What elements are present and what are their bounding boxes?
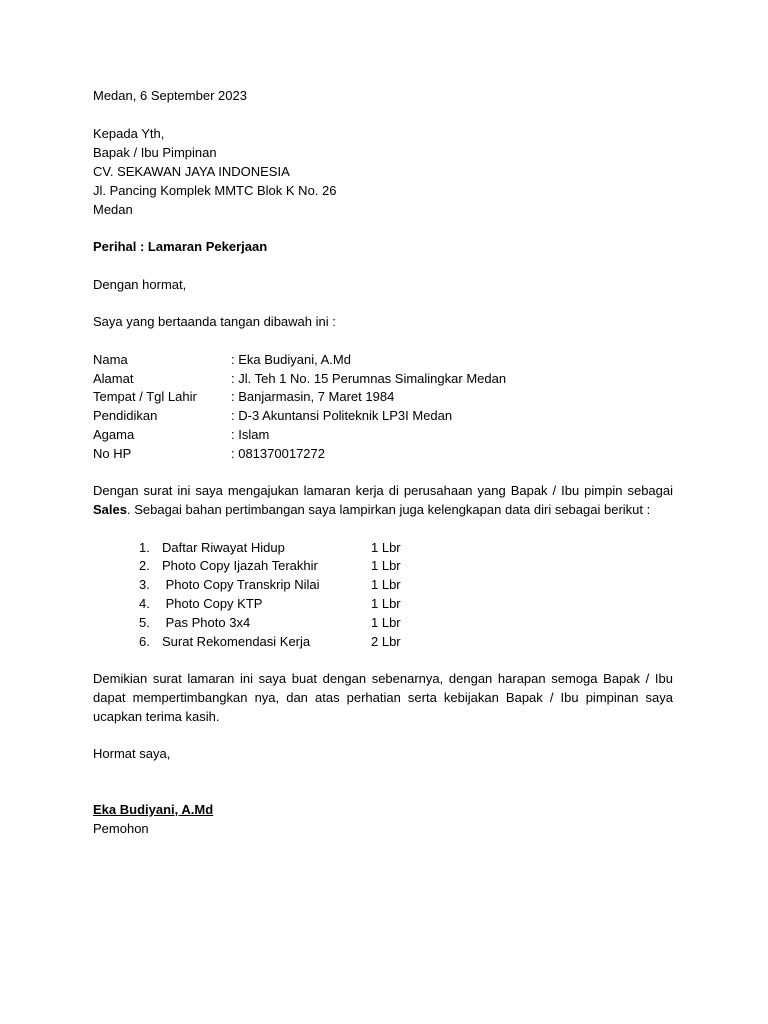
signer-role: Pemohon bbox=[93, 821, 149, 836]
recipient-line-1: Kepada Yth, bbox=[93, 126, 165, 141]
attachment-number: 5. bbox=[139, 615, 150, 630]
body1-line-1: Dengan surat ini saya mengajukan lamaran kerja di perusahaan yang Bapak / Ibu pimpin sebagai bbox=[93, 483, 673, 498]
attachment-name: Photo Copy Transkrip Nilai bbox=[162, 577, 320, 592]
field-value-alamat: : Jl. Teh 1 No. 15 Perumnas Simalingkar Medan bbox=[231, 371, 507, 386]
field-value-nama: : Eka Budiyani, A.Md bbox=[231, 352, 351, 367]
body2-line-1: Demikian surat lamaran ini saya buat dengan sebenarnya, dengan harapan semoga Bapak / Ibu bbox=[93, 671, 673, 686]
position-applied: Sales bbox=[93, 502, 127, 517]
body-paragraph-1 bbox=[93, 481, 673, 519]
field-value-ttl: : Banjarmasin, 7 Maret 1984 bbox=[231, 389, 395, 404]
field-value-pendidikan: : D-3 Akuntansi Politeknik LP3I Medan bbox=[231, 408, 453, 423]
field-value-nohp: : 081370017272 bbox=[231, 446, 325, 461]
recipient-city: Medan bbox=[93, 202, 133, 217]
attachment-name: Photo Copy Ijazah Terakhir bbox=[162, 558, 318, 573]
place-date: Medan, 6 September 2023 bbox=[93, 88, 247, 103]
field-label-alamat: Alamat bbox=[93, 371, 134, 386]
field-label-pendidikan: Pendidikan bbox=[93, 408, 158, 423]
attachment-name: Photo Copy KTP bbox=[162, 596, 263, 611]
body-paragraph-2 bbox=[93, 669, 673, 726]
signer-name: Eka Budiyani, A.Md bbox=[93, 802, 214, 817]
attachment-number: 2. bbox=[139, 558, 150, 573]
attachment-qty: 1 Lbr bbox=[371, 540, 401, 555]
attachment-qty: 1 Lbr bbox=[371, 558, 401, 573]
field-label-nohp: No HP bbox=[93, 446, 132, 461]
field-label-ttl: Tempat / Tgl Lahir bbox=[93, 389, 197, 404]
recipient-company: CV. SEKAWAN JAYA INDONESIA bbox=[93, 164, 290, 179]
intro-text: Saya yang bertaanda tangan dibawah ini : bbox=[93, 314, 336, 329]
body1-line-2 bbox=[93, 500, 673, 519]
closing: Hormat saya, bbox=[93, 746, 171, 761]
body2-line-3: ucapkan terima kasih. bbox=[93, 709, 220, 724]
attachment-name: Pas Photo 3x4 bbox=[162, 615, 251, 630]
field-label-nama: Nama bbox=[93, 352, 128, 367]
attachment-number: 6. bbox=[139, 634, 150, 649]
greeting: Dengan hormat, bbox=[93, 277, 187, 292]
attachment-number: 3. bbox=[139, 577, 150, 592]
recipient-address: Jl. Pancing Komplek MMTC Blok K No. 26 bbox=[93, 183, 337, 198]
attachment-qty: 1 Lbr bbox=[371, 577, 401, 592]
attachment-name: Daftar Riwayat Hidup bbox=[162, 540, 285, 555]
body2-line-2: dapat mempertimbangkan nya, dan atas perhatian serta kebijakan Bapak / Ibu pimpinan saya bbox=[93, 690, 673, 705]
attachment-number: 1. bbox=[139, 540, 150, 555]
attachment-qty: 2 Lbr bbox=[371, 634, 401, 649]
attachment-qty: 1 Lbr bbox=[371, 596, 401, 611]
subject-line: Perihal : Lamaran Pekerjaan bbox=[93, 239, 268, 254]
body1-line-2-rest: . Sebagai bahan pertimbangan saya lampirkan juga kelengkapan data diri sebagai berikut : bbox=[126, 502, 651, 517]
field-label-agama: Agama bbox=[93, 427, 135, 442]
field-value-agama: : Islam bbox=[231, 427, 270, 442]
attachment-qty: 1 Lbr bbox=[371, 615, 401, 630]
recipient-line-2: Bapak / Ibu Pimpinan bbox=[93, 145, 217, 160]
attachment-number: 4. bbox=[139, 596, 150, 611]
attachment-name: Surat Rekomendasi Kerja bbox=[162, 634, 311, 649]
